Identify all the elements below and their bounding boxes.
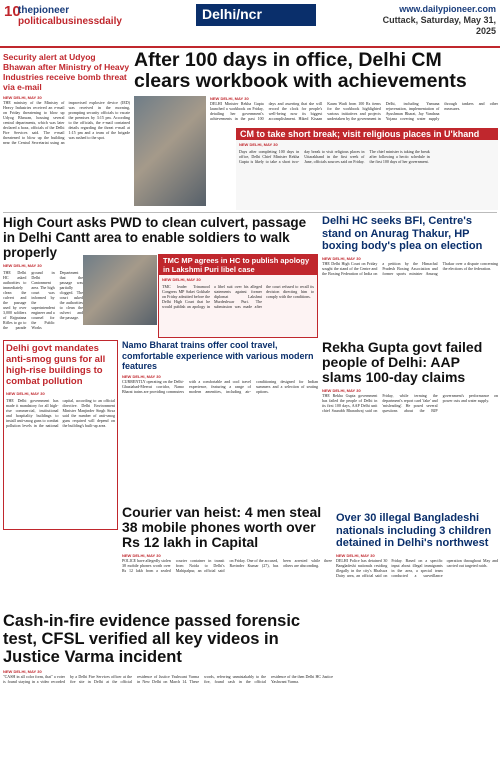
article-cash-fire: [3, 612, 333, 770]
article-byline: NEW DELHI, MAY 30: [336, 552, 375, 558]
publication-logo: [18, 5, 122, 27]
article-headline: Rekha Gupta govt failed people of Delhi: AAP slams 100-day claims: [322, 340, 483, 385]
article-body: THE Delhi High Court on Friday sought the stand of the Centre and the Boxing Federation of India on a petition by the Himachal Pradesh Boxing Association and former sports minister Anurag Thakur over a dispute concerning the elections of the federation.: [322, 260, 498, 276]
article-byline: NEW DELHI, MAY 30: [122, 373, 161, 379]
rekha-gupta-photo: [134, 96, 206, 206]
site-url[interactable]: www.dailypioneer.com: [399, 4, 496, 14]
article-body: "CASH in all color form, that" a voter is found staying in a video recorded by a Delhi Fire Services officer at the fire site in Delhi at the official residence of Justice Yashwant Varma in New Delhi on March 14. These words, referring unmistakably to the fire, found cash in the official residence of the then Delhi HC Justice Yashwant Varma.: [3, 674, 333, 684]
article-namo-bharat: [122, 340, 318, 460]
article-byline: NEW DELHI, MAY 30: [3, 263, 42, 268]
section-title: Delhi/ncr: [196, 4, 316, 26]
page-number: 10: [4, 3, 21, 20]
masthead-info: [362, 4, 496, 37]
article-byline: NEW DELHI, MAY 30: [162, 277, 201, 282]
article-body: Days after completing 100 days in office, Delhi Chief Minister Rekha Gupta is likely to take a short two-day break to visit religious places in Uttarakhand in the first week of June, officials sources said on Friday. The chief minister is taking the break after following a hectic schedule in the first 100 days of her government.: [239, 149, 430, 164]
soldiers-photo: [83, 255, 157, 325]
article-headline: Over 30 illegal Bangladeshi nationals including 3 children detained in Delhi's northwest: [336, 512, 492, 549]
article-headline: Namo Bharat trains offer cool travel, comfortable experience with various modern features: [122, 340, 314, 371]
article-cm-break: [236, 128, 498, 210]
divider: [3, 212, 497, 213]
article-body: THE Rekha Gupta government has failed the people of Delhi in its first 100 days, AAP Delhi unit chief Saurabh Bharadwaj said on Friday, while terming the department's report card 'fake' and 'misleading'. He posed several questions about the BJP government's performance on power cuts and water supply.: [322, 393, 498, 413]
article-headline: Security alert at Udyog Bhawan after Ministry of Heavy Industries receive bomb threat via e-mail: [3, 52, 130, 92]
article-byline: NEW DELHI, MAY 30: [122, 553, 161, 558]
article-courier-heist: [122, 505, 332, 610]
article-headline: TMC MP agrees in HC to publish apology in Lakshmi Puri libel case: [159, 255, 317, 275]
article-body: THE Delhi government has made it mandatory for all high-rise commercial, institutional and hospitality buildings to install anti-smog guns to combat pollution levels in the national capital, according to an official directive. Delhi Environment Minister Manjinder Singh Sirsa said the number of anti-smog guns required will depend on the building's built-up area.: [6, 398, 115, 428]
article-headline: After 100 days in office, Delhi CM clears workbook with achievements: [134, 50, 467, 92]
article-bangladeshi: [336, 512, 498, 770]
article-byline: NEW DELHI, MAY 30: [3, 669, 42, 674]
article-security: [3, 52, 130, 192]
article-body: DELHI Minister Rekha Gupta launched a workbook on Friday, detailing her government's achievements in the past 100 days and asserting that she will record the clock for people's well-being now its biggest accomplishment. Hiked Kisaan Kaam Wadi from 100 Rs items for the workbook highlighted various initiatives and projects undertaken by the government in Delhi, including Yamuna rejuvenation, implementation of Ayushman Bharat, Jay Vandana Yojana covering water supply through tankers and other measures.: [210, 101, 498, 121]
article-headline: Delhi govt mandates anti-smog guns for all high-rise buildings to combat pollution: [6, 343, 106, 387]
article-byline: NEW DELHI, MAY 30: [239, 142, 278, 147]
article-byline: NEW DELHI, MAY 30: [6, 391, 45, 396]
article-headline: High Court asks PWD to clean culvert, passage in Delhi Cantt area to enable soldiers to walk properly: [3, 215, 307, 260]
article-tmc: [158, 254, 318, 338]
masthead: [0, 0, 500, 48]
article-byline: NEW DELHI, MAY 30: [322, 255, 361, 261]
article-body: POLICE have allegedly stolen 38 mobile phones worth over Rs 12 lakh from a sealed courier container in transit from Noida to Delhi's Mahipalpur, an official said on Friday. One of the accused, Ravinder Kumar (27), has been arrested while three others are absconding.: [122, 558, 332, 573]
article-rekha-aap: [322, 340, 498, 510]
article-body: THE ministry of the Ministry of Heavy Industries received an e-mail on Friday threatening to blow up Udyog Bhawan, housing several central departments, which was later declared a hoax, officials of the Delhi Fire Services said. The e-mail threatened to blow up the building near the Central Secretariat using an improvised explosive device (IED) was received in the morning, prompting security officials to vacate the premises by 3:15 pm. According to the officials, the e-mail contained details regarding the threat e-mail at 1:15 pm and a team of the brigade was rushed to the spot.: [3, 100, 130, 145]
article-headline: Cash-in-fire evidence passed forensic test, CFSL verified all key videos in Justice Varma incident: [3, 612, 301, 666]
article-body: CURRENTLY operating on the Delhi-Ghaziabad-Meerut corridor, Namo Bharat trains are providing commuters with a comfortable and cool travel experience, featuring a range of modern amenities, including air-conditioning designed for Indian summers and a selection of seating options.: [122, 378, 318, 394]
article-body: THE Delhi HC asked authorities to immediately clean the culvert and the passage used by over 3,000 soldiers of Rajputana Rifles to go to the parade ground in Delhi Cantonment area. The high court was informed by the superintendent engineer and a counsel for the Public Works Department that the passage was partially clogged. The court asked the authorities to clean the culvert and the passage.: [3, 270, 83, 330]
article-byline: NEW DELHI, MAY 30: [322, 388, 361, 393]
logo-top: thepioneer: [18, 5, 70, 16]
article-headline: Courier van heist: 4 men steal 38 mobile phones worth over Rs 12 lakh in Capital: [122, 505, 322, 550]
article-byline: NEW DELHI, MAY 30: [3, 95, 42, 100]
article-byline: NEW DELHI, MAY 30: [210, 96, 249, 101]
logo-brand: politicalbusinessdaily: [18, 16, 122, 27]
article-headline: CM to take short break; visit religious places in U'khand: [236, 128, 498, 140]
article-body: TMC leader Trinamool Congress MP Saket Gokhale on Friday admitted before the Delhi High Court that he would publish an apology in a libel suit over his alleged statements against former diplomat Lakshmi Murdeshwar Puri. The submission was made after the court refused to recall its decision directing him to comply with the conditions.: [162, 284, 314, 309]
article-body: DELHI Police has detained 30 Bangladeshi nationals residing illegally in the city's Bhalswa Dairy area, an official said on Friday. Based on a specific input about illegal immigrants in the area, a special team conducted a surveillance operation throughout May and carried out targeted raids.: [336, 557, 498, 578]
article-headline: Delhi HC seeks BFI, Centre's stand on Anurag Thakur, HP boxing body's plea on election: [322, 215, 483, 252]
article-antismog: [3, 340, 118, 530]
issue-date: Cuttack, Saturday, May 31, 2025: [382, 15, 496, 36]
